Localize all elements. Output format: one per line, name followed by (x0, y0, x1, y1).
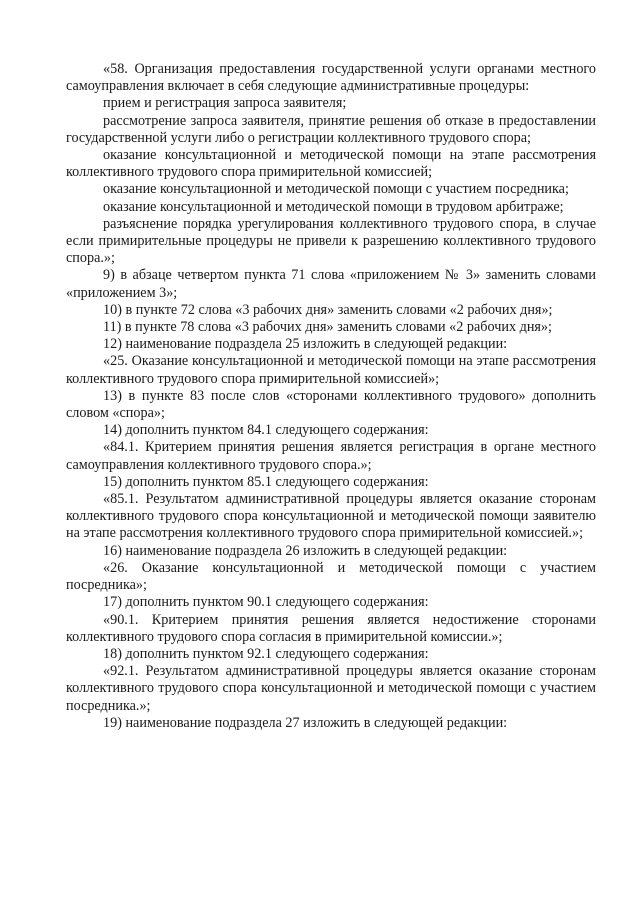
paragraph-12: «25. Оказание консультационной и методической помощи на этапе рассмотрения коллективного трудового спора примирительной комиссией»; (66, 353, 596, 387)
paragraph-17: «85.1. Результатом административной процедуры является оказание сторонам коллективного трудового спора консультационной и методической помощи заявителю на этапе рассмотрения коллективного трудового спора примирительной комиссией.»; (66, 491, 596, 542)
paragraph-19: «26. Оказание консультационной и методической помощи с участием посредника»; (66, 559, 596, 594)
paragraph-20: 17) дополнить пунктом 90.1 следующего содержания: (103, 594, 429, 611)
paragraph-11: 12) наименование подраздела 25 изложить в следующей редакции: (103, 336, 508, 353)
paragraph-24: 19) наименование подраздела 27 изложить в следующей редакции: (103, 714, 508, 731)
paragraph-2: прием и регистрация запроса заявителя; (103, 95, 347, 112)
paragraph-3: рассмотрение запроса заявителя, принятие решения об отказе в предоставлении государственной услуги либо о регистрации коллективного трудового спора; (66, 112, 596, 146)
paragraph-16: 15) дополнить пунктом 85.1 следующего содержания: (103, 473, 429, 490)
paragraph-13: 13) в пункте 83 после слов «сторонами коллективного трудового» дополнить словом «спора»; (66, 387, 596, 422)
paragraph-22: 18) дополнить пунктом 92.1 следующего содержания: (103, 645, 429, 662)
paragraph-7: разъяснение порядка урегулирования коллективного трудового спора, в случае если примирительные процедуры не привели к разрешению коллективного трудового спора.»; (66, 215, 596, 267)
paragraph-9: 10) в пункте 72 слова «3 рабочих дня» заменить словами «2 рабочих дня»; (103, 301, 553, 318)
paragraph-6: оказание консультационной и методической помощи в трудовом арбитраже; (103, 198, 564, 215)
paragraph-23: «92.1. Результатом административной процедуры является оказание сторонам коллективного трудового спора консультационной и методической помощи с участием посредника.»; (66, 663, 596, 714)
paragraph-1: «58. Организация предоставления государственной услуги органами местного самоуправления включает в себя следующие административные процедуры: (66, 61, 596, 95)
paragraph-14: 14) дополнить пунктом 84.1 следующего содержания: (103, 422, 429, 439)
paragraph-8: 9) в абзаце четвертом пункта 71 слова «приложением № 3» заменить словами «приложением 3»; (66, 267, 596, 301)
paragraph-15: «84.1. Критерием принятия решения является регистрация в органе местного самоуправления коллективного трудового спора.»; (66, 439, 596, 473)
paragraph-18: 16) наименование подраздела 26 изложить в следующей редакции: (103, 542, 508, 559)
paragraph-5: оказание консультационной и методической помощи с участием посредника; (103, 181, 569, 198)
paragraph-4: оказание консультационной и методической помощи на этапе рассмотрения коллективного трудового спора примирительной комиссией; (66, 147, 596, 181)
paragraph-10: 11) в пункте 78 слова «3 рабочих дня» заменить словами «2 рабочих дня»; (103, 319, 552, 336)
paragraph-21: «90.1. Критерием принятия решения является недостижение сторонами коллективного трудового спора согласия в примирительной комиссии.»; (66, 611, 596, 645)
document-page (66, 61, 596, 732)
